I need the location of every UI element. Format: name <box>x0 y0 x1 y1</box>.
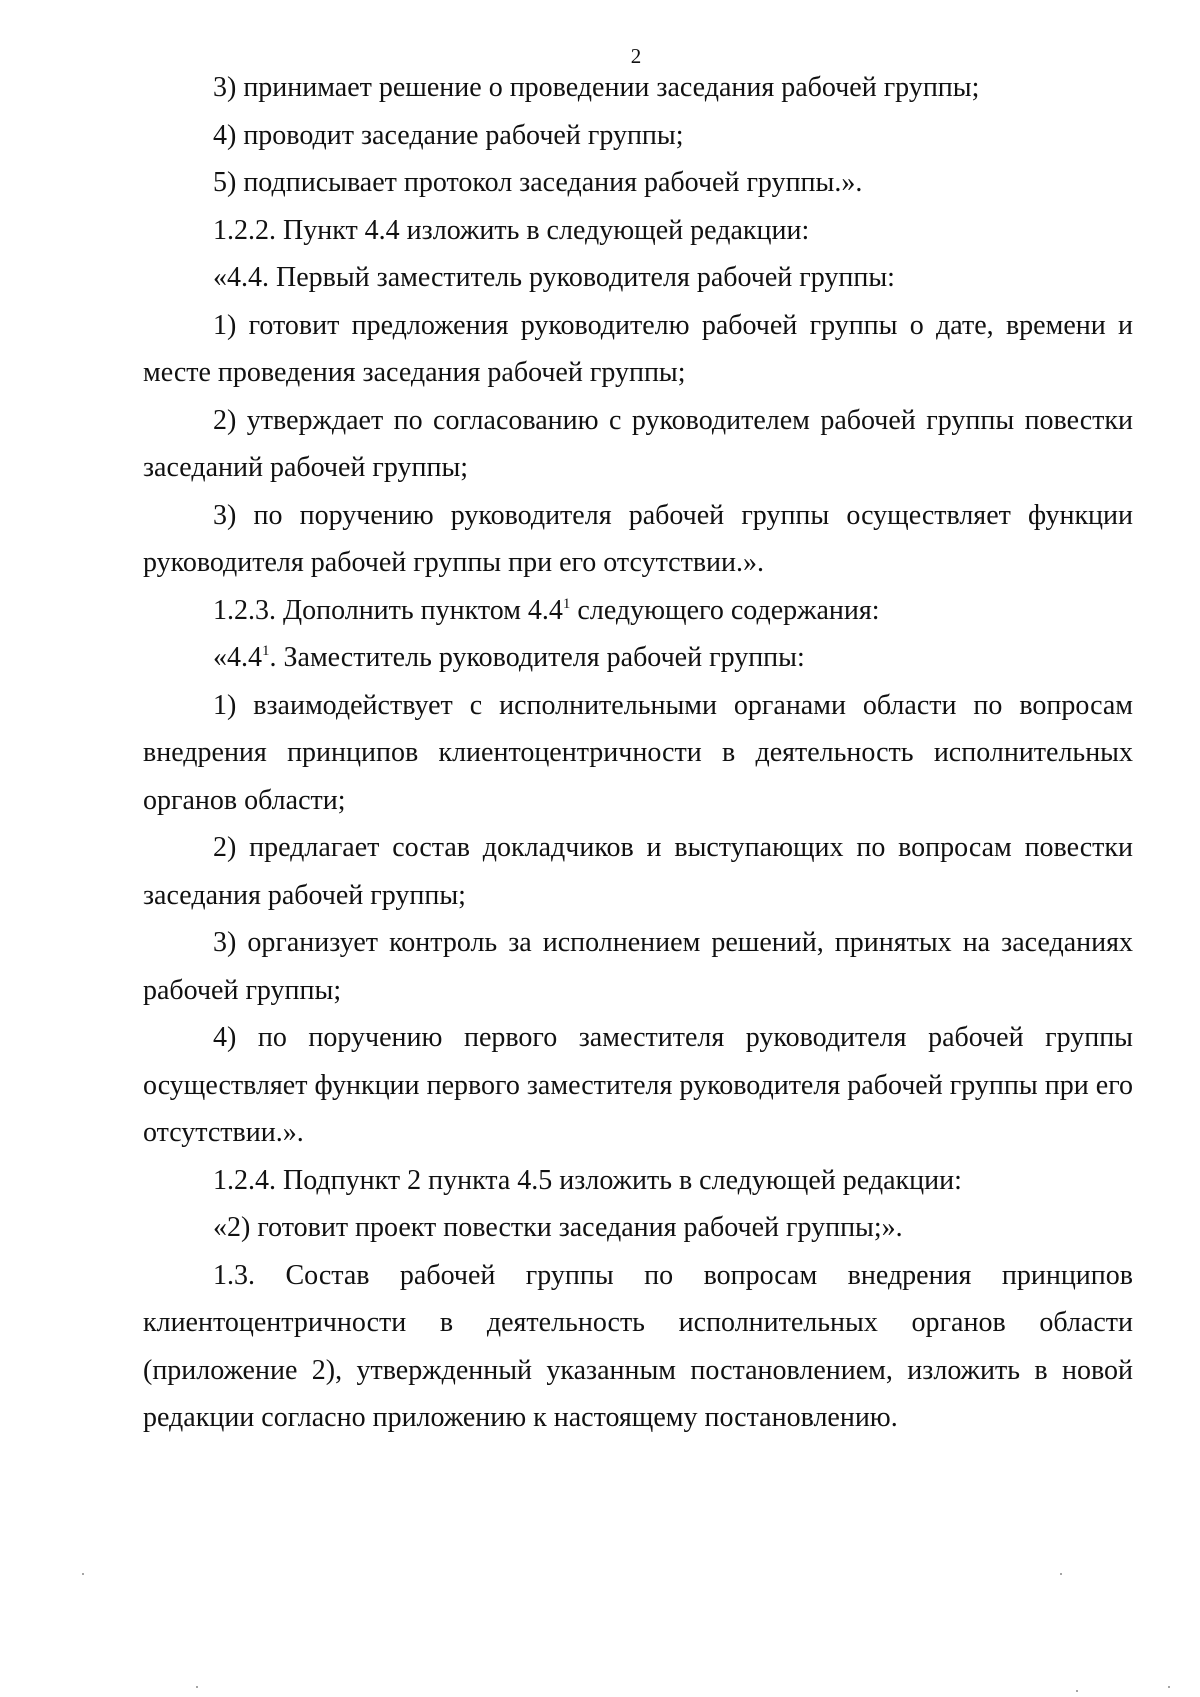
scan-speck <box>82 1573 84 1575</box>
paragraph-item-3-deputy: 3) организует контроль за исполнением решений, принятых на заседаниях рабочей группы; <box>143 927 1133 1006</box>
clause-1-2-3-superscript: 1 <box>562 595 571 612</box>
paragraph-item-4-deputy: 4) по поручению первого заместителя руководителя рабочей группы осуществляет функции первого заместителя руководителя рабочей группы при его отсутствии.». <box>143 1022 1133 1148</box>
paragraph-item-1-first-deputy: 1) готовит предложения руководителю рабочей группы о дате, времени и месте проведения заседания рабочей группы; <box>143 309 1133 388</box>
clause-1-2-3-text-before: 1.2.3. Дополнить пунктом 4.4 <box>213 594 563 626</box>
paragraph-item-1-deputy: 1) взаимодействует с исполнительными органами области по вопросам внедрения принципов клиентоцентричности в деятельность исполнительных органов области; <box>143 689 1133 816</box>
clause-1-2-3-text-after: следующего содержания: <box>570 594 880 626</box>
paragraph-item-2-first-deputy: 2) утверждает по согласованию с руководителем рабочей группы повестки заседаний рабочей группы; <box>143 404 1133 483</box>
scan-speck <box>1168 1686 1170 1688</box>
paragraph-clause-1-2-3 <box>143 587 1133 635</box>
page-number: 2 <box>630 44 642 68</box>
paragraph-section-4-4-1 <box>143 634 1133 682</box>
paragraph-section-4-4: «4.4. Первый заместитель руководителя рабочей группы: <box>213 262 895 293</box>
scan-speck <box>1076 1690 1078 1692</box>
paragraph-subitem-2-secretary: «2) готовит проект повестки заседания рабочей группы;». <box>213 1212 903 1243</box>
section-4-4-1-superscript: 1 <box>262 643 270 659</box>
paragraph-item-3-chair: 3) принимает решение о проведении заседания рабочей группы; <box>213 72 980 103</box>
paragraph-clause-1-2-4: 1.2.4. Подпункт 2 пункта 4.5 изложить в следующей редакции: <box>213 1164 962 1196</box>
section-4-4-1-text-after: . Заместитель руководителя рабочей группы: <box>269 642 805 673</box>
paragraph-clause-1-2-2: 1.2.2. Пункт 4.4 изложить в следующей редакции: <box>213 214 810 246</box>
paragraph-clause-1-3: 1.3. Состав рабочей группы по вопросам внедрения принципов клиентоцентричности в деятельность исполнительных органов области (приложение 2), утвержденный указанным постановлением, изложить в новой редакции согласно приложению к настоящему постановлению. <box>143 1259 1133 1433</box>
scan-speck <box>196 1686 198 1688</box>
paragraph-item-5-chair: 5) подписывает протокол заседания рабочей группы.». <box>213 167 863 198</box>
paragraph-item-2-deputy: 2) предлагает состав докладчиков и выступающих по вопросам повестки заседания рабочей группы; <box>143 832 1133 911</box>
paragraph-item-4-chair: 4) проводит заседание рабочей группы; <box>213 119 684 151</box>
paragraph-item-3-first-deputy: 3) по поручению руководителя рабочей группы осуществляет функции руководителя рабочей группы при его отсутствии.». <box>143 499 1133 578</box>
section-4-4-1-text-before: «4.4 <box>213 642 262 673</box>
document-body <box>143 64 1133 1442</box>
scan-speck <box>1060 1573 1062 1575</box>
